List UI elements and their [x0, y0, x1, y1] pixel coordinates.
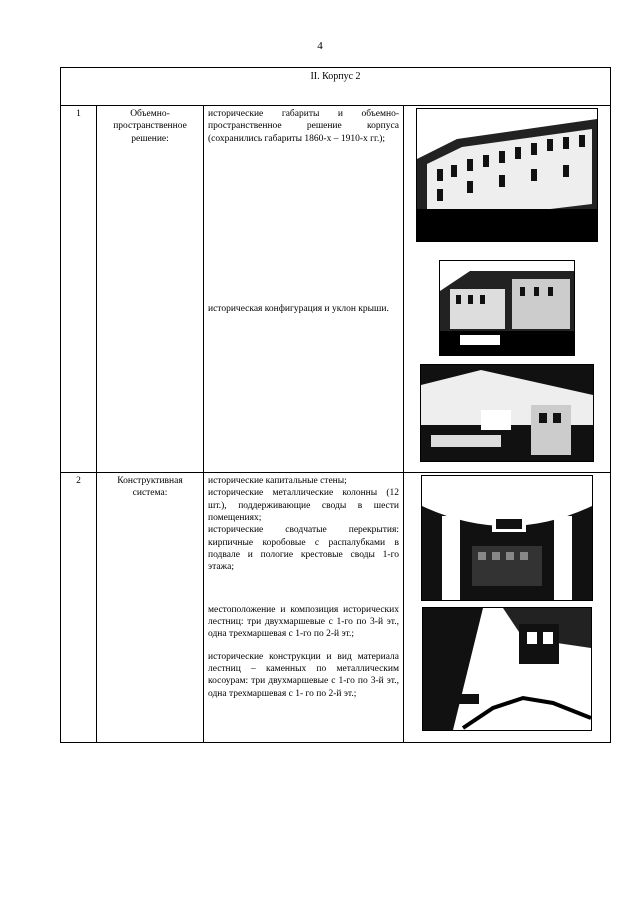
description-item: исторические конструкции и вид материала лестниц – каменных по металлическим косоурам: три двухмаршевые с 1-го по 3-й эт., одна трехмаршевая с 1- го по 2-й эт.; [208, 651, 399, 699]
building-rear-photo [439, 260, 575, 356]
description-item: исторические габариты и объемно-пространственное решение корпуса (сохранились габариты 1860-х – 1910-х гг.); [208, 109, 399, 144]
table-row [61, 473, 611, 743]
row-photos [404, 106, 611, 473]
row-description [204, 106, 404, 473]
page-number: 4 [317, 40, 323, 52]
description-item: исторические металлические колонны (12 шт.), поддерживающие своды в шести помещениях; [208, 488, 399, 524]
row-photos [404, 473, 611, 743]
table-row [61, 106, 611, 473]
vault-interior-photo [421, 475, 593, 601]
row-number: 1 [61, 106, 97, 473]
row-description [204, 473, 404, 743]
description-item: исторические сводчатые перекрытия: кирпичные коробовые с распалубками в подвале и пологие крестовые своды 1-го этажа; [208, 525, 399, 573]
section-title: II. Корпус 2 [61, 68, 611, 106]
roof-photo [420, 364, 594, 462]
building-facade-photo [416, 108, 598, 242]
description-item: историческая конфигурация и уклон крыши. [208, 304, 389, 315]
description-item: местоположение и композиция исторических лестниц: три двухмаршевые с 1-го по 3-й эт., одна трехмаршевая с 1-го по 2-й эт.; [208, 604, 399, 640]
row-category: Объемно-пространственное решение: [97, 106, 204, 473]
section-header-row [61, 68, 611, 106]
staircase-photo [422, 607, 592, 731]
protected-items-table [60, 67, 611, 743]
row-number: 2 [61, 473, 97, 743]
row-category: Конструктивная система: [97, 473, 204, 743]
description-item: исторические капитальные стены; [208, 476, 347, 486]
